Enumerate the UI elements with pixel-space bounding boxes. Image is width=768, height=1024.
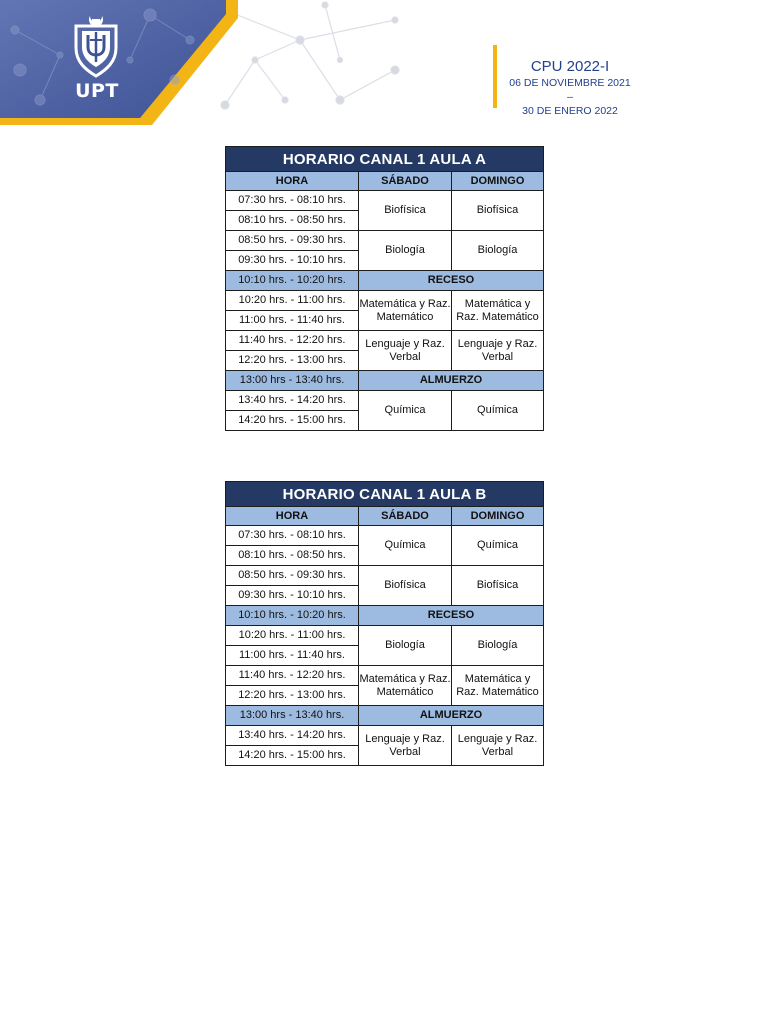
break-time-slot: 10:10 hrs. - 10:20 hrs. [226, 606, 359, 626]
column-header-domingo: DOMINGO [452, 507, 544, 526]
course-cell: Lenguaje y Raz. Verbal [359, 331, 452, 371]
time-slot: 08:10 hrs. - 08:50 hrs. [226, 546, 359, 566]
network-pattern [221, 2, 399, 109]
course-cell: Lenguaje y Raz. Verbal [452, 331, 544, 371]
column-header-hora: HORA [226, 172, 359, 191]
column-header-hora: HORA [226, 507, 359, 526]
time-slot: 14:20 hrs. - 15:00 hrs. [226, 411, 359, 431]
course-cell: Matemática y Raz. Matemático [452, 291, 544, 331]
schedule-table-aula-a [225, 146, 544, 431]
program-title: CPU 2022-I [530, 58, 610, 75]
column-header-domingo: DOMINGO [452, 172, 544, 191]
time-slot: 12:20 hrs. - 13:00 hrs. [226, 351, 359, 371]
break-label: RECESO [359, 606, 544, 626]
table-title: HORARIO CANAL 1 AULA A [226, 147, 544, 172]
course-cell: Biología [452, 231, 544, 271]
time-slot: 08:10 hrs. - 08:50 hrs. [226, 211, 359, 231]
course-cell: Biofísica [452, 191, 544, 231]
time-slot: 08:50 hrs. - 09:30 hrs. [226, 566, 359, 586]
course-cell: Biología [359, 231, 452, 271]
time-slot: 11:00 hrs. - 11:40 hrs. [226, 311, 359, 331]
time-slot: 11:00 hrs. - 11:40 hrs. [226, 646, 359, 666]
time-slot: 09:30 hrs. - 10:10 hrs. [226, 586, 359, 606]
time-slot: 10:20 hrs. - 11:00 hrs. [226, 626, 359, 646]
course-cell: Lenguaje y Raz. Verbal [452, 726, 544, 766]
time-slot: 07:30 hrs. - 08:10 hrs. [226, 526, 359, 546]
program-info [505, 58, 635, 118]
time-slot: 09:30 hrs. - 10:10 hrs. [226, 251, 359, 271]
break-time-slot: 13:00 hrs - 13:40 hrs. [226, 371, 359, 391]
break-label: RECESO [359, 271, 544, 291]
course-cell: Matemática y Raz. Matemático [452, 666, 544, 706]
time-slot: 08:50 hrs. - 09:30 hrs. [226, 231, 359, 251]
course-cell: Química [359, 391, 452, 431]
brand-name: UPT [75, 80, 119, 102]
table-title: HORARIO CANAL 1 AULA B [226, 482, 544, 507]
time-slot: 10:20 hrs. - 11:00 hrs. [226, 291, 359, 311]
break-label: ALMUERZO [359, 706, 544, 726]
break-time-slot: 10:10 hrs. - 10:20 hrs. [226, 271, 359, 291]
course-cell: Matemática y Raz. Matemático [359, 666, 452, 706]
program-dates-start: 06 DE NOVIEMBRE 2021 – [509, 77, 631, 103]
column-header-sabado: SÁBADO [359, 172, 452, 191]
break-label: ALMUERZO [359, 371, 544, 391]
course-cell: Química [452, 526, 544, 566]
course-cell: Biofísica [359, 566, 452, 606]
time-slot: 07:30 hrs. - 08:10 hrs. [226, 191, 359, 211]
column-header-sabado: SÁBADO [359, 507, 452, 526]
course-cell: Matemática y Raz. Matemático [359, 291, 452, 331]
course-cell: Biología [359, 626, 452, 666]
university-crest-icon [70, 10, 122, 80]
time-slot: 13:40 hrs. - 14:20 hrs. [226, 391, 359, 411]
program-dates-end: 30 DE ENERO 2022 [522, 105, 618, 117]
time-slot: 11:40 hrs. - 12:20 hrs. [226, 331, 359, 351]
header-banner [0, 0, 400, 130]
accent-divider [493, 45, 497, 108]
time-slot: 12:20 hrs. - 13:00 hrs. [226, 686, 359, 706]
time-slot: 13:40 hrs. - 14:20 hrs. [226, 726, 359, 746]
time-slot: 14:20 hrs. - 15:00 hrs. [226, 746, 359, 766]
schedule-table-aula-b [225, 481, 544, 766]
course-cell: Biología [452, 626, 544, 666]
course-cell: Lenguaje y Raz. Verbal [359, 726, 452, 766]
course-cell: Química [452, 391, 544, 431]
course-cell: Química [359, 526, 452, 566]
break-time-slot: 13:00 hrs - 13:40 hrs. [226, 706, 359, 726]
time-slot: 11:40 hrs. - 12:20 hrs. [226, 666, 359, 686]
course-cell: Biofísica [359, 191, 452, 231]
course-cell: Biofísica [452, 566, 544, 606]
